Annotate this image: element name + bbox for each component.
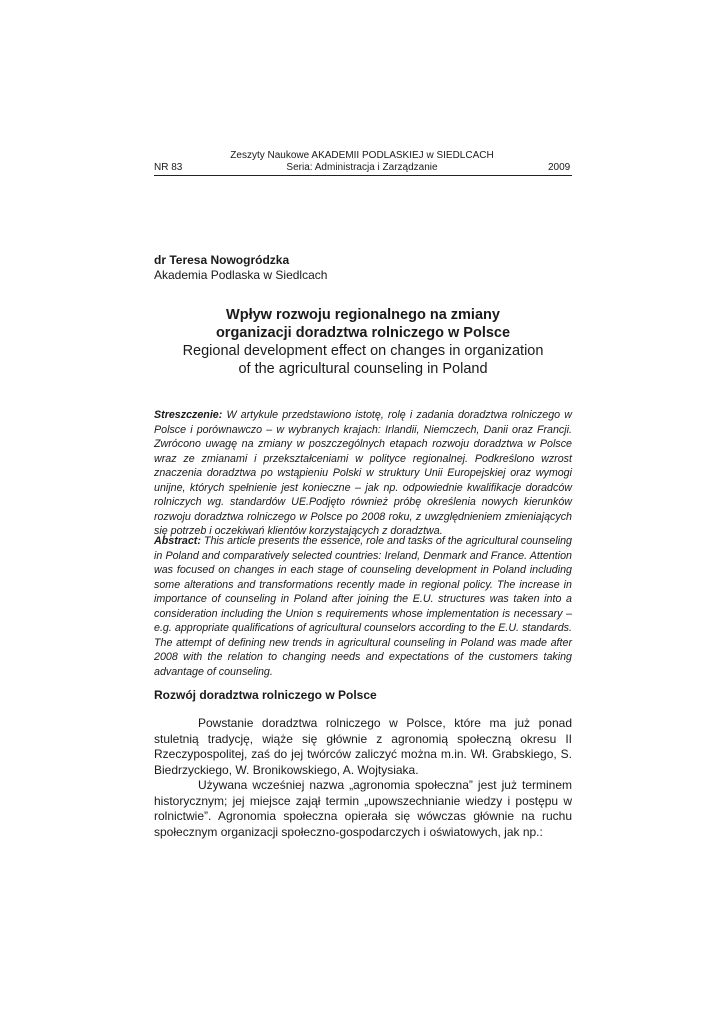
title-english-line-2: of the agricultural counseling in Poland bbox=[238, 361, 488, 377]
polish-abstract bbox=[154, 408, 572, 539]
author-name: dr Teresa Nowogródzka bbox=[154, 253, 290, 267]
title-polish-line-1: Wpływ rozwoju regionalnego na zmiany bbox=[226, 307, 500, 323]
title-polish-line-2: organizacji doradztwa rolniczego w Polsce bbox=[215, 325, 511, 341]
polish-abstract-text: W artykule przedstawiono istotę, rolę i zadania doradztwa rolniczego w Polsce i porównawczo – w wybranych krajach: Irlandii, Niemczech, Danii oraz Francji. Zwrócono uwagę na zmiany w poszczególnych etapach rozwoju doradztwa w Polsce wraz ze zmianami i przekształceniami w polityce regionalnej. Podkreślono wzrost znaczenia doradztwa po wstąpieniu Polski w struktury Unii Europejskiej oraz wymogi unijne, których spełnienie jest konieczne – jak np. odpowiednie kwalifikacje doradców rolniczych wg. standardów UE.Podjęto również próbę określenia nowych kierunków rozwoju doradztwa rolniczego w Polsce po 2008 roku, z uwzględnieniem zmieniających się potrzeb i oczekiwań klientów korzystających z doradztwa. bbox=[154, 409, 572, 537]
author-block bbox=[154, 253, 327, 283]
author-affiliation: Akademia Podlaska w Siedlcach bbox=[154, 268, 328, 282]
header-divider bbox=[154, 175, 572, 176]
issue-number: NR 83 bbox=[154, 162, 183, 173]
polish-abstract-label: Streszczenie: bbox=[154, 409, 223, 421]
article-title bbox=[154, 306, 572, 378]
title-english-line-1: Regional development effect on changes in organization bbox=[182, 343, 544, 359]
series-name: Seria: Administracja i Zarządzanie bbox=[286, 162, 438, 173]
english-abstract bbox=[154, 534, 572, 679]
section-body bbox=[154, 716, 572, 840]
body-paragraph-1: Powstanie doradztwa rolniczego w Polsce, które ma już ponad stuletnią tradycję, wiąże się głównie z agronomią społeczną okresu II Rzeczypospolitej, zaś do jej twórców zaliczyć można m.in. Wł. Grabskiego, S. Biedrzyckiego, W. Bronikowskiego, A. Wojtysiaka. bbox=[154, 716, 572, 777]
publication-year: 2009 bbox=[548, 162, 571, 173]
body-paragraph-2: Używana wcześniej nazwa „agronomia społeczna” jest już terminem historycznym; jej miejsce zajął termin „upowszechnianie wiedzy i postępu w rolnictwie”. Agronomia społeczna opierała się wówczas głównie na ruchu społecznym organizacji społeczno-gospodarczych i oświatowych, jak np.: bbox=[154, 778, 572, 839]
section-heading: Rozwój doradztwa rolniczego w Polsce bbox=[154, 688, 377, 702]
english-abstract-text: This article presents the essence, role and tasks of the agricultural counseling in Poland and comparatively selected countries: Ireland, Denmark and France. Attention was focused on changes in each stage of counseling development in Poland including some alterations and transformations recently made in regional policy. The increase in importance of counseling in Poland after joining the E.U. structures was taken into a consideration including the Union s requirements whose implementation is necessary – e.g. appropriate qualifications of agricultural counselors according to the E.U. standards. The attempt of defining new trends in agricultural counseling in Poland was made after 2008 with the relation to changing needs and expectations of the customers taking advantage of counseling. bbox=[154, 535, 572, 678]
english-abstract-label: Abstract: bbox=[154, 535, 201, 547]
journal-name: Zeszyty Naukowe AKADEMII PODLASKIEJ w SIEDLCACH bbox=[230, 150, 494, 161]
